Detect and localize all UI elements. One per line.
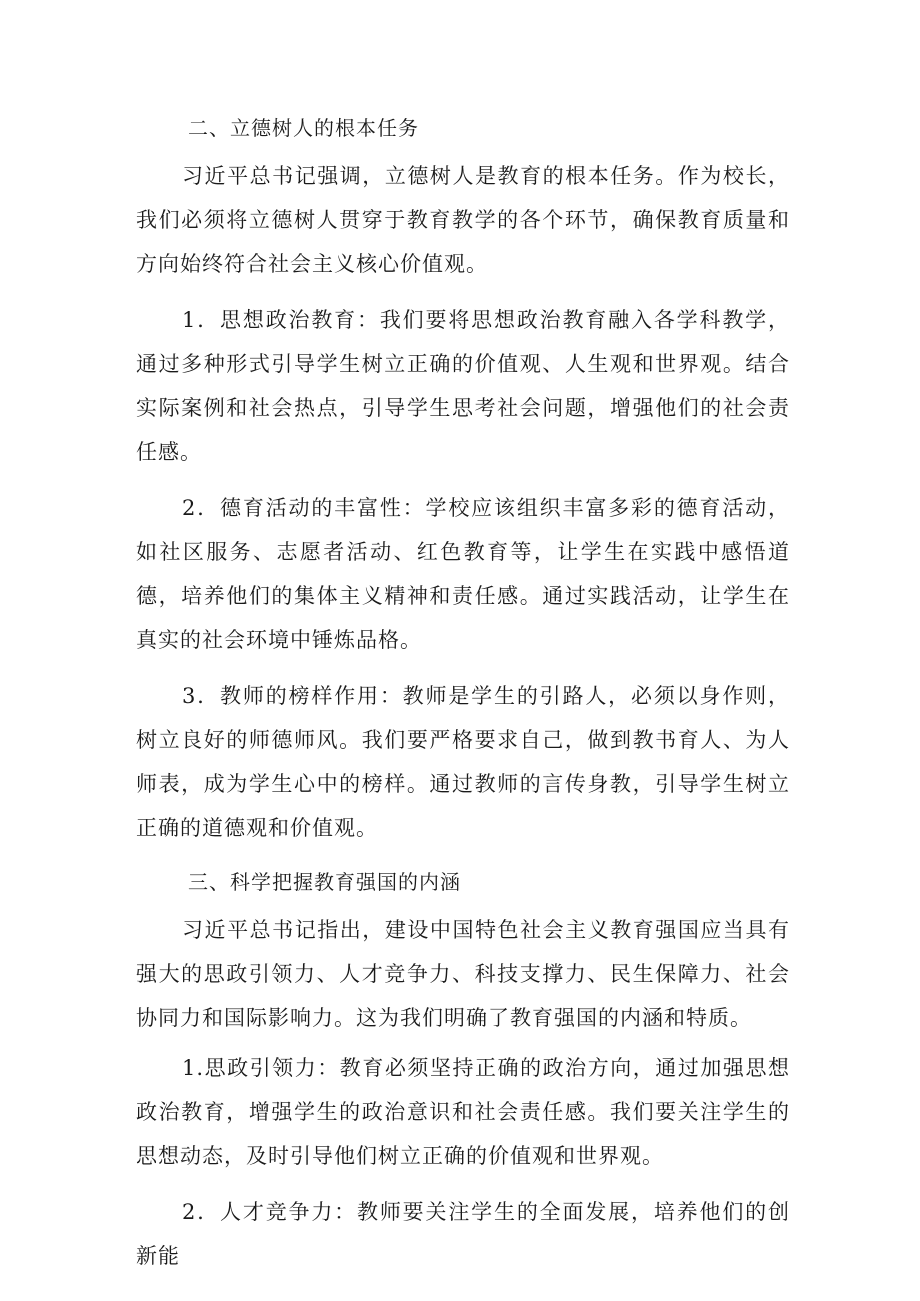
paragraph-3-2: 2．人才竞争力：教师要关注学生的全面发展，培养他们的创新能 (136, 1200, 790, 1268)
paragraph-2-1: 1．思想政治教育：我们要将思想政治教育融入各学科教学，通过多种形式引导学生树立正确的价值观、人生观和世界观。结合实际案例和社会热点，引导学生思考社会问题，增强他们的社会责任感。 (136, 308, 790, 464)
paragraph-2-3: 3．教师的榜样作用：教师是学生的引路人，必须以身作则，树立良好的师德师风。我们要严格要求自己，做到教书育人、为人师表，成为学生心中的榜样。通过教师的言传身教，引导学生树立正确的道德观和价值观。 (136, 684, 790, 840)
section-heading-3: 三、科学把握教育强国的内涵 (188, 870, 461, 894)
paragraph-intro-2: 习近平总书记强调，立德树人是教育的根本任务。作为校长，我们必须将立德树人贯穿于教育教学的各个环节，确保教育质量和方向始终符合社会主义核心价值观。 (136, 164, 790, 276)
section-heading-2: 二、立德树人的根本任务 (188, 116, 419, 140)
paragraph-3-1: 1.思政引领力：教育必须坚持正确的政治方向，通过加强思想政治教育，增强学生的政治意识和社会责任感。我们要关注学生的思想动态，及时引导他们树立正确的价值观和世界观。 (136, 1056, 790, 1168)
paragraph-intro-3: 习近平总书记指出，建设中国特色社会主义教育强国应当具有强大的思政引领力、人才竞争力、科技支撑力、民生保障力、社会协同力和国际影响力。这为我们明确了教育强国的内涵和特质。 (136, 918, 790, 1030)
paragraph-2-2: 2．德育活动的丰富性：学校应该组织丰富多彩的德育活动，如社区服务、志愿者活动、红色教育等，让学生在实践中感悟道德，培养他们的集体主义精神和责任感。通过实践活动，让学生在真实的社会环境中锤炼品格。 (136, 496, 790, 652)
